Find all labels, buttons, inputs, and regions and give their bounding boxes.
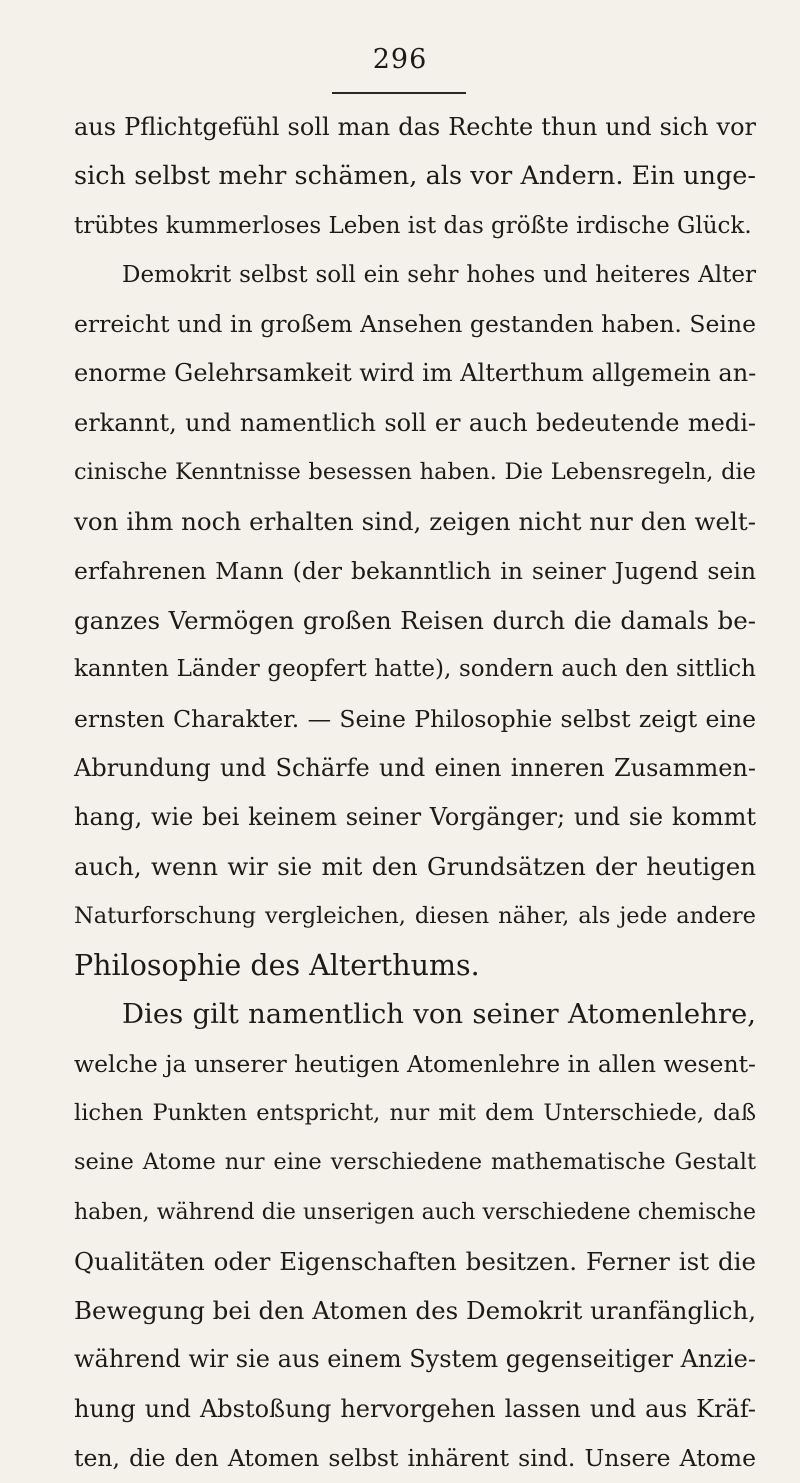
text-line: auch, wenn wir sie mit den Grundsätzen der heutigen xyxy=(74,852,756,882)
text-line: während wir sie aus einem System gegenseitiger Anzie- xyxy=(74,1345,756,1374)
text-line: Philosophie des Alterthums. xyxy=(74,949,480,983)
text-line: ganzes Vermögen großen Reisen durch die damals be- xyxy=(74,605,756,635)
text-line: cinische Kenntnisse besessen haben. Die Lebensregeln, die xyxy=(74,459,756,486)
text-line: Dies gilt namentlich von seiner Atomenlehre, xyxy=(122,998,756,1031)
text-line: aus Pflichtgefühl soll man das Rechte thun und sich vor xyxy=(74,113,756,141)
text-line: Bewegung bei den Atomen des Demokrit uranfänglich, xyxy=(74,1296,757,1326)
text-line: Demokrit selbst soll ein sehr hohes und heiteres Alter xyxy=(122,261,756,288)
text-line: seine Atome nur eine verschiedene mathematische Gestalt xyxy=(74,1149,756,1176)
text-line: von ihm noch erhalten sind, zeigen nicht nur den welt- xyxy=(74,507,756,537)
text-line: kannten Länder geopfert hatte), sondern auch den sittlich xyxy=(74,656,756,683)
text-line: welche ja unserer heutigen Atomenlehre in allen wesent- xyxy=(74,1049,756,1078)
text-line: ernsten Charakter. — Seine Philosophie selbst zeigt eine xyxy=(74,704,756,733)
text-line: erfahrenen Mann (der bekanntlich in seiner Jugend sein xyxy=(74,556,756,585)
text-line: erreicht und in großem Ansehen gestanden haben. Seine xyxy=(74,310,756,339)
body-text xyxy=(74,103,756,1483)
text-line: erkannt, und namentlich soll er auch bedeutende medi- xyxy=(74,408,756,437)
header-rule xyxy=(332,92,466,94)
text-line: lichen Punkten entspricht, nur mit dem Unterschiede, daß xyxy=(74,1099,756,1126)
page-number: 296 xyxy=(372,44,428,75)
text-line: haben, während die unserigen auch verschiedene chemische xyxy=(74,1199,756,1225)
text-line: enorme Gelehrsamkeit wird im Alterthum allgemein an- xyxy=(74,359,757,388)
text-line: Abrundung und Schärfe und einen inneren Zusammen- xyxy=(74,753,756,782)
text-line: hung und Abstoßung hervorgehen lassen und aus Kräf- xyxy=(74,1394,756,1423)
text-line: trübtes kummerloses Leben ist das größte irdische Glück. xyxy=(74,212,752,239)
text-line: Qualitäten oder Eigenschaften besitzen. Ferner ist die xyxy=(74,1246,756,1276)
text-line: Naturforschung vergleichen, diesen näher, als jede andere xyxy=(74,902,756,929)
text-line: hang, wie bei keinem seiner Vorgänger; und sie kommt xyxy=(74,803,756,832)
text-line: sich selbst mehr schämen, als vor Andern. Ein unge- xyxy=(74,161,756,192)
text-line: ten, die den Atomen selbst inhärent sind. Unsere Atome xyxy=(74,1444,756,1473)
